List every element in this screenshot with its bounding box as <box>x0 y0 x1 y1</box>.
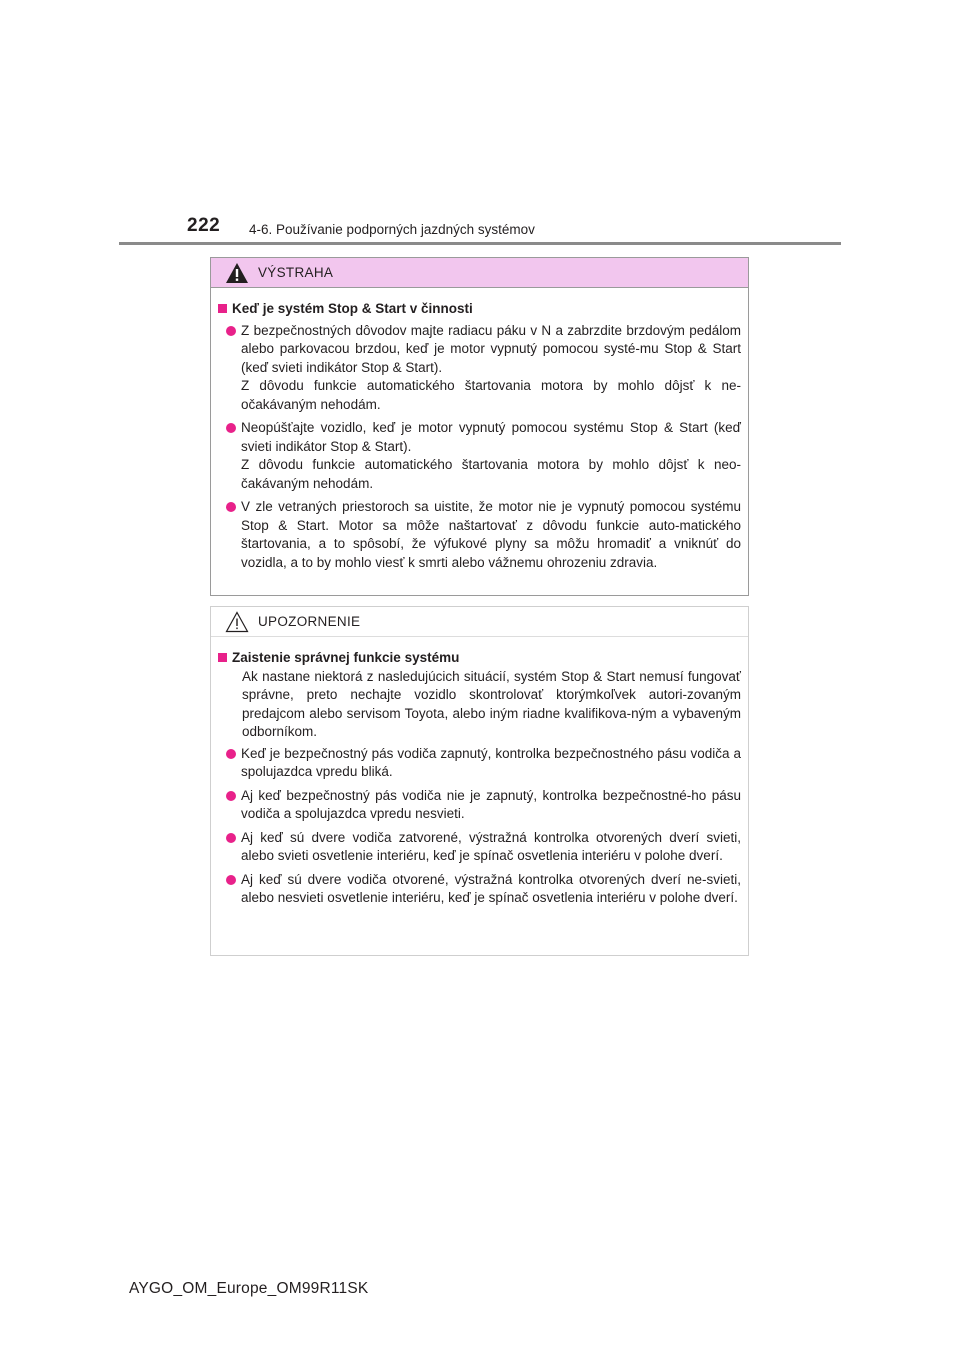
caution-body <box>211 637 748 908</box>
warning-body <box>211 288 748 572</box>
round-bullet-icon <box>226 423 236 433</box>
caution-list-item <box>218 871 741 908</box>
round-bullet-icon <box>226 326 236 336</box>
caution-item-line: Aj keď bezpečnostný pás vodiča nie je zapnutý, kontrolka bezpečnostné-ho pásu vodiča a spolujazdca vpredu nesvieti. <box>241 787 741 821</box>
warning-item-line: Z dôvodu funkcie automatického štartovania motora by mohlo dôjsť k neo-čakávaným nehodám. <box>241 457 741 491</box>
warning-list-item <box>218 322 741 415</box>
square-bullet-icon <box>218 304 227 313</box>
caution-item-text <box>241 829 741 866</box>
round-bullet-icon <box>226 875 236 885</box>
warning-list-item <box>218 498 741 572</box>
caution-item-text <box>241 871 741 908</box>
warning-box <box>210 257 749 596</box>
caution-item-line: Aj keď sú dvere vodiča otvorené, výstražná kontrolka otvorených dverí ne-svieti, alebo nesvieti osvetlenie interiéru, keď je spínač osvetlenia interiéru v polohe dverí. <box>241 871 741 905</box>
header-rule <box>119 242 841 245</box>
warning-item-line: Neopúšťajte vozidlo, keď je motor vypnutý pomocou systému Stop & Start (keď svieti indikátor Stop & Start). <box>241 420 741 454</box>
round-bullet-icon <box>226 791 236 801</box>
warning-box-header <box>211 258 748 288</box>
caution-intro: Ak nastane niektorá z nasledujúcich situácií, systém Stop & Start nemusí fungovať správne, preto nechajte vozidlo skontrolovať ktorýmkoľvek autori-zovaným predajcom alebo servisom Toyota, alebo iným riadne kvalifikova-ným a vybaveným odborníkom. <box>242 668 741 739</box>
warning-title: VÝSTRAHA <box>258 265 334 280</box>
warning-item-line: Z bezpečnostných dôvodov majte radiacu páku v N a zabrzdite brzdovým pedálom alebo parkovacou brzdou, keď je motor vypnutý pomocou systé-mu Stop & Start (keď svieti indikátor Stop & Start). <box>241 322 741 375</box>
caution-item-line: Aj keď sú dvere vodiča zatvorené, výstražná kontrolka otvorených dverí svieti, alebo svieti osvetlenie interiéru, keď je spínač osvetlenia interiéru v polohe dverí. <box>241 829 741 863</box>
caution-item-line: Keď je bezpečnostný pás vodiča zapnutý, kontrolka bezpečnostného pásu vodiča a spolujazdca vpredu bliká. <box>241 745 741 779</box>
caution-heading-text: Zaistenie správnej funkcie systému <box>232 650 460 665</box>
page-number: 222 <box>187 215 221 236</box>
round-bullet-icon <box>226 749 236 759</box>
caution-box-header <box>211 607 748 637</box>
caution-title: UPOZORNENIE <box>258 614 361 629</box>
document-code: AYGO_OM_Europe_OM99R11SK <box>129 1280 369 1297</box>
warning-item-text <box>241 322 741 415</box>
warning-heading <box>218 300 741 319</box>
caution-box <box>210 606 749 956</box>
section-title: 4-6. Používanie podporných jazdných systémov <box>249 222 535 237</box>
warning-list-item <box>218 419 741 493</box>
caution-item-text <box>241 745 741 782</box>
caution-heading <box>218 649 741 668</box>
square-bullet-icon <box>218 653 227 662</box>
round-bullet-icon <box>226 502 236 512</box>
caution-list-item <box>218 787 741 824</box>
round-bullet-icon <box>226 833 236 843</box>
warning-item-line: Z dôvodu funkcie automatického štartovania motora by mohlo dôjsť k ne-očakávaným nehodám. <box>241 378 741 412</box>
caution-triangle-outline-icon <box>225 611 249 633</box>
warning-triangle-filled-icon <box>225 262 249 284</box>
caution-list-item <box>218 745 741 782</box>
caution-item-text <box>241 787 741 824</box>
warning-item-text <box>241 498 741 572</box>
caution-list-item <box>218 829 741 866</box>
warning-item-line: V zle vetraných priestoroch sa uistite, že motor nie je vypnutý pomocou systému Stop & Start. Motor sa môže naštartovať z dôvodu funkcie auto-matického štartovania, a to spôsobí, že výfukové plyny sa môžu hromadiť a vniknúť do vozidla, a to by mohlo viesť k smrti alebo vážnemu ohrozeniu zdravia. <box>241 499 741 570</box>
warning-heading-text: Keď je systém Stop & Start v činnosti <box>232 301 473 316</box>
warning-item-text <box>241 419 741 493</box>
